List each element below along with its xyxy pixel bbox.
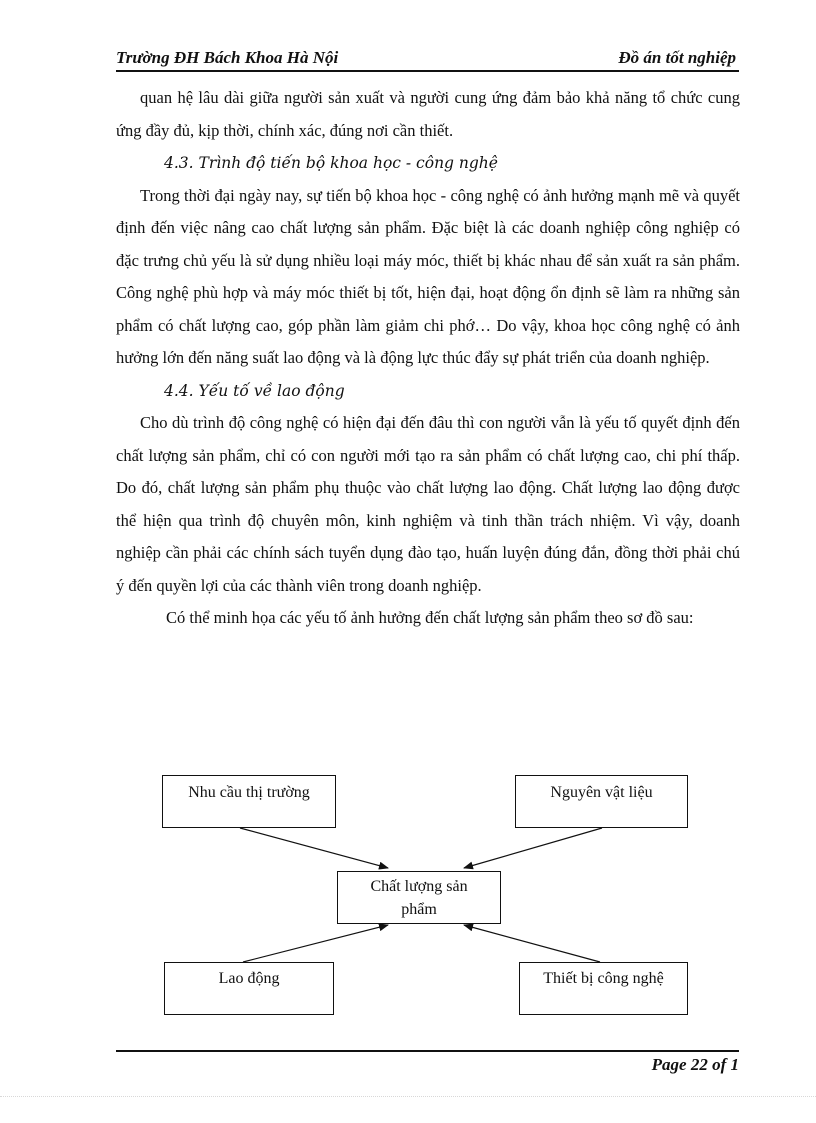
page-bottom-edge	[0, 1096, 816, 1097]
arrow-materials-to-quality	[464, 828, 602, 868]
header-school-name: Trường ĐH Bách Khoa Hà Nội	[116, 48, 339, 67]
box-equipment-technology-label: Thiết bị công nghệ	[543, 970, 664, 987]
box-equipment-technology	[519, 962, 688, 1015]
box-labor	[164, 962, 334, 1015]
box-product-quality	[337, 871, 501, 924]
box-raw-materials	[515, 775, 688, 828]
arrow-market-to-quality	[240, 828, 388, 868]
box-market-demand-label: Nhu cầu thị trường	[188, 784, 310, 801]
paragraph-labor: Cho dù trình độ công nghệ có hiện đại đến đâu thì con người vẫn là yếu tố quyết định đến chất lượng sản phẩm, chỉ có con người mới tạo ra sản phẩm có chất lượng cao, chi phí thấp. Do đó, chất lượng sản phẩm phụ thuộc vào chất lượng lao động. Chất lượng lao động được thể hiện qua trình độ chuyên môn, kinh nghiệm và tinh thần trách nhiệm. Vì vậy, doanh nghiệp cần phải các chính sách tuyển dụng đào tạo, huấn luyện đúng đắn, đồng thời phải chú ý đến quyền lợi của các thành viên trong doanh nghiệp.	[116, 413, 740, 595]
footer-divider	[116, 1050, 739, 1052]
box-product-quality-line1: Chất lượng sản	[370, 878, 468, 895]
section-heading-4-4: 4.4. Yếu tố về lao động	[164, 381, 345, 400]
document-body	[116, 82, 740, 635]
box-market-demand	[162, 775, 336, 828]
box-product-quality-line2: phẩm	[401, 901, 437, 918]
page-header	[116, 46, 736, 68]
page-number: Page 22 of 1	[651, 1055, 739, 1074]
section-heading-4-3: 4.3. Trình độ tiến bộ khoa học - công nghệ	[164, 154, 498, 172]
arrow-equipment-to-quality	[464, 925, 600, 962]
paragraph-technology: Trong thời đại ngày nay, sự tiến bộ khoa học - công nghệ có ảnh hưởng mạnh mẽ và quyết định đến việc nâng cao chất lượng sản phẩm. Đặc biệt là các doanh nghiệp công nghiệp có đặc trưng chủ yếu là sử dụng nhiều loại máy móc, thiết bị khác nhau để sản xuất ra sản phẩm. Công nghệ phù hợp và máy móc thiết bị tốt, hiện đại, hoạt động ổn định sẽ làm ra những sản phẩm có chất lượng cao, góp phần làm giảm chi phớ… Do vậy, khoa học công nghệ có ảnh hưởng lớn đến năng suất lao động và là động lực thúc đẩy sự phát triển của doanh nghiệp.	[116, 185, 740, 367]
header-divider	[116, 70, 739, 72]
arrow-labor-to-quality	[243, 925, 388, 962]
paragraph-diagram-intro: Có thể minh họa các yếu tố ảnh hưởng đến chất lượng sản phẩm theo sơ đồ sau:	[166, 608, 694, 627]
paragraph-supply: quan hệ lâu dài giữa người sản xuất và người cung ứng đảm bảo khả năng tổ chức cung ứng đầy đủ, kịp thời, chính xác, đúng nơi cần thiết.	[116, 88, 740, 140]
header-document-title: Đồ án tốt nghiệp	[618, 48, 736, 67]
box-labor-label: Lao động	[218, 970, 280, 987]
box-raw-materials-label: Nguyên vật liệu	[550, 784, 653, 801]
